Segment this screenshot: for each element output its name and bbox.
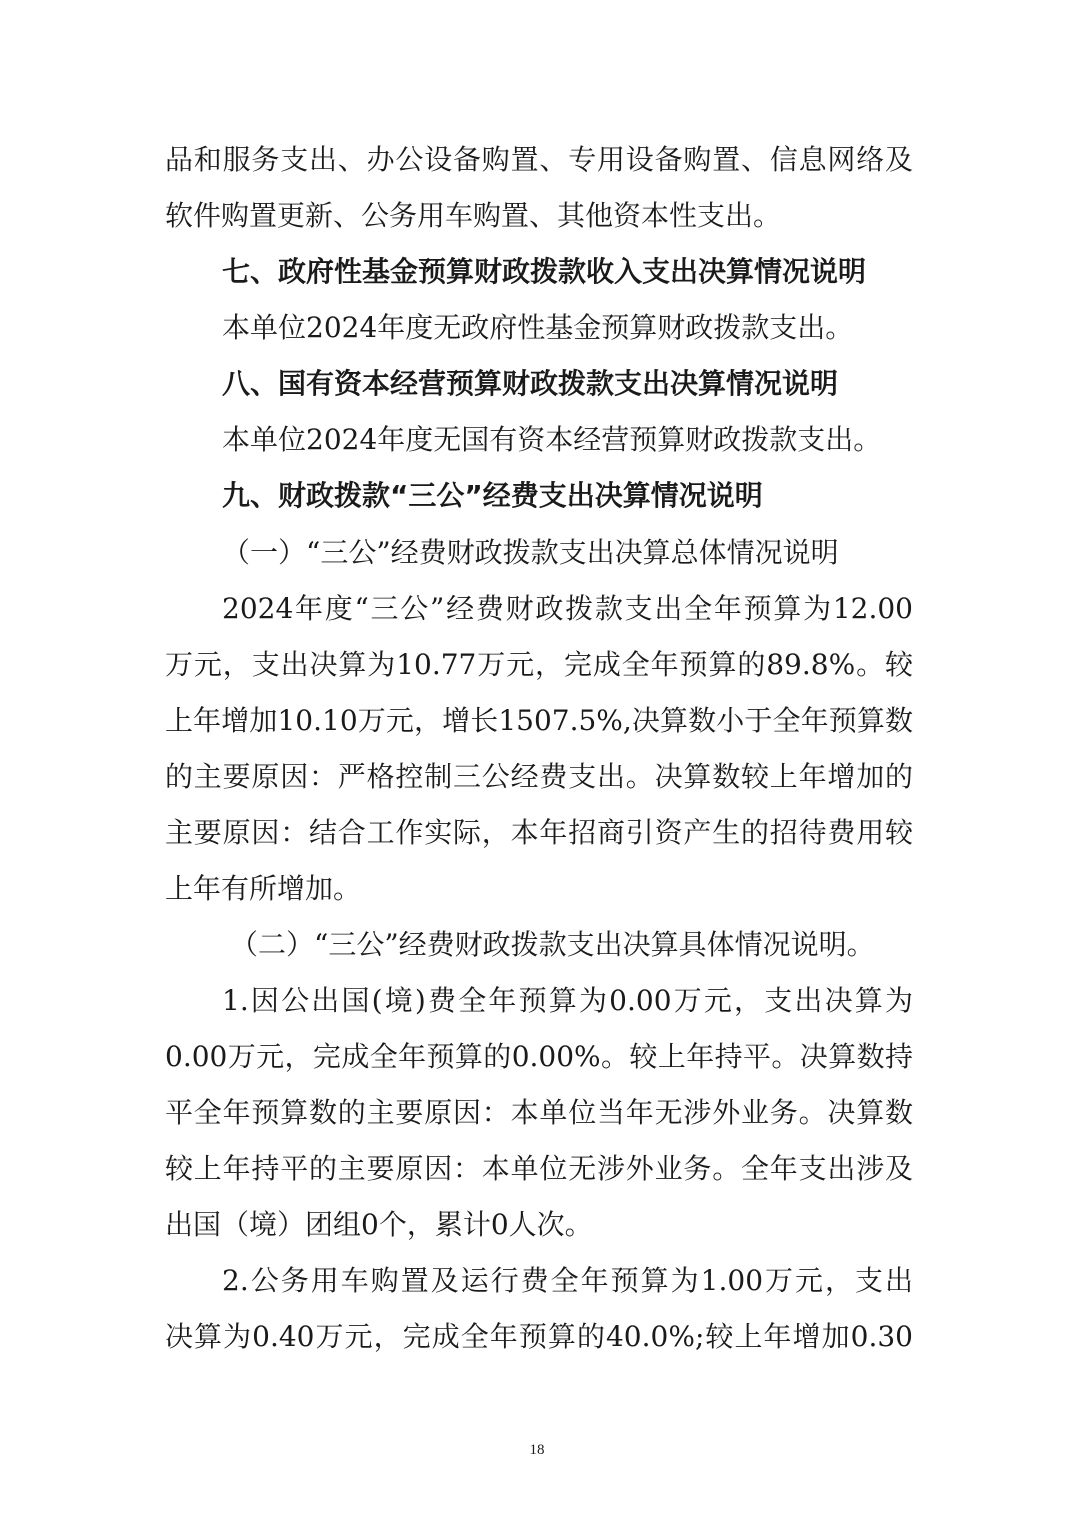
paragraph-line: 品和服务支出、办公设备购置、专用设备购置、信息网络及: [165, 143, 913, 176]
section-heading-nine: 九、财政拨款“三公”经费支出决算情况说明: [222, 479, 763, 512]
paragraph-line: 的主要原因：严格控制三公经费支出。决算数较上年增加的: [165, 760, 913, 793]
paragraph-line: 2.公务用车购置及运行费全年预算为1.00万元，支出: [222, 1264, 913, 1297]
paragraph-line: 本单位2024年度无政府性基金预算财政拨款支出。: [222, 311, 854, 344]
paragraph-line: 万元，支出决算为10.77万元，完成全年预算的89.8%。较: [165, 648, 913, 681]
subsection-heading-two: （二）“三公”经费财政拨款支出决算具体情况说明。: [230, 928, 875, 961]
section-heading-eight: 八、国有资本经营预算财政拨款支出决算情况说明: [222, 367, 839, 400]
paragraph-line: 出国（境）团组0个，累计0人次。: [165, 1208, 593, 1241]
section-heading-seven: 七、政府性基金预算财政拨款收入支出决算情况说明: [222, 255, 867, 288]
subsection-heading-one: （一）“三公”经费财政拨款支出决算总体情况说明: [222, 536, 839, 569]
paragraph-line: 0.00万元，完成全年预算的0.00%。较上年持平。决算数持: [165, 1040, 913, 1073]
paragraph-line: 上年有所增加。: [165, 872, 362, 905]
paragraph-line: 1.因公出国(境)费全年预算为0.00万元，支出决算为: [222, 984, 913, 1017]
paragraph-line: 2024年度“三公”经费财政拨款支出全年预算为12.00: [222, 592, 913, 625]
paragraph-line: 软件购置更新、公务用车购置、其他资本性支出。: [165, 199, 782, 232]
page-number: 18: [529, 1442, 545, 1458]
paragraph-line: 本单位2024年度无国有资本经营预算财政拨款支出。: [222, 423, 882, 456]
paragraph-line: 上年增加10.10万元，增长1507.5%,决算数小于全年预算数: [165, 704, 913, 737]
paragraph-line: 主要原因：结合工作实际，本年招商引资产生的招待费用较: [165, 816, 913, 849]
paragraph-line: 平全年预算数的主要原因：本单位当年无涉外业务。决算数: [165, 1096, 913, 1129]
paragraph-line: 决算为0.40万元，完成全年预算的40.0%;较上年增加0.30: [165, 1320, 913, 1353]
paragraph-line: 较上年持平的主要原因：本单位无涉外业务。全年支出涉及: [165, 1152, 913, 1185]
